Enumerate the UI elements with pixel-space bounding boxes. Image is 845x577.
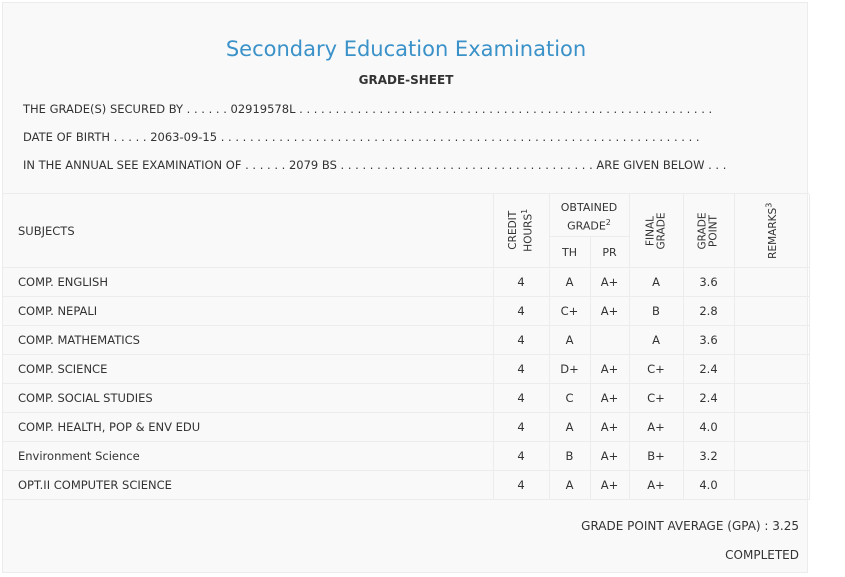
subject-cell: COMP. MATHEMATICS [3,326,493,355]
final-grade-cell: A [629,326,683,355]
credit-cell: 4 [493,442,549,471]
page-title: Secondary Education Examination [225,37,587,61]
subject-cell: COMP. NEPALI [3,297,493,326]
subject-cell: COMP. ENGLISH [3,268,493,297]
page-subtitle: GRADE-SHEET [358,73,454,87]
remarks-cell [734,355,809,384]
remarks-cell [734,326,809,355]
result-status: COMPLETED [725,548,799,562]
credit-cell: 4 [493,471,549,500]
subject-cell: COMP. SCIENCE [3,355,493,384]
grade-point-cell: 3.6 [683,268,734,297]
header-credit-hours: CREDIT HOURS$^1$ [493,194,549,268]
pr-grade-cell: A+ [590,471,629,500]
grade-point-cell: 4.0 [683,471,734,500]
subject-cell: COMP. HEALTH, POP & ENV EDU [3,413,493,442]
pr-grade-cell: A+ [590,442,629,471]
table-row [3,297,809,326]
remarks-cell [734,384,809,413]
final-grade-cell: A+ [629,471,683,500]
th-grade-cell: C [549,384,590,413]
credit-cell: 4 [493,268,549,297]
th-grade-cell: D+ [549,355,590,384]
info-line-symbol: THE GRADE(S) SECURED BY . . . . . . 02919578L . . . . . . . . . . . . . . . . . . . . . . . . . . . . . . . . . . . . . . . . . . . . . . . . . . . . . . . . . [23,102,713,116]
info-line-exam: IN THE ANNUAL SEE EXAMINATION OF . . . . . . 2079 BS . . . . . . . . . . . . . . . . . . . . . . . . . . . . . . . . . . . ARE GIVEN BELOW . . . [23,158,727,172]
grade-point-cell: 2.4 [683,355,734,384]
credit-cell: 4 [493,297,549,326]
header-remarks: REMARKS$^3$ [734,194,809,268]
table-row [3,471,809,500]
gpa-summary: GRADE POINT AVERAGE (GPA) : 3.25 [581,519,799,533]
credit-cell: 4 [493,413,549,442]
pr-grade-cell: A+ [590,384,629,413]
header-grade-point: GRADE POINT [683,194,734,268]
th-grade-cell: A [549,268,590,297]
remarks-cell [734,413,809,442]
remarks-cell [734,268,809,297]
remarks-cell [734,471,809,500]
header-pr: PR [590,237,629,268]
header-final-grade: FINAL GRADE [629,194,683,268]
table-row [3,384,809,413]
final-grade-cell: B+ [629,442,683,471]
pr-grade-cell [590,326,629,355]
grade-point-cell: 3.6 [683,326,734,355]
grade-point-cell: 3.2 [683,442,734,471]
grade-point-cell: 4.0 [683,413,734,442]
final-grade-cell: C+ [629,355,683,384]
grade-point-cell: 2.8 [683,297,734,326]
info-line-dob: DATE OF BIRTH . . . . . 2063-09-15 . . . . . . . . . . . . . . . . . . . . . . . . . . . . . . . . . . . . . . . . . . . . . . . . . . . . . . . . . . . . . . . . . . [23,130,700,144]
header-th: TH [549,237,590,268]
grades-table [3,194,810,500]
table-row [3,268,809,297]
subject-cell: OPT.II COMPUTER SCIENCE [3,471,493,500]
th-grade-cell: A [549,326,590,355]
final-grade-cell: B [629,297,683,326]
th-grade-cell: A [549,413,590,442]
table-row [3,326,809,355]
table-row [3,413,809,442]
table-row [3,355,809,384]
credit-cell: 4 [493,326,549,355]
grade-point-cell: 2.4 [683,384,734,413]
grades-table-wrap [3,193,809,500]
table-row [3,442,809,471]
th-grade-cell: B [549,442,590,471]
subject-cell: Environment Science [3,442,493,471]
pr-grade-cell: A+ [590,268,629,297]
pr-grade-cell: A+ [590,413,629,442]
remarks-cell [734,297,809,326]
grade-sheet [2,2,808,573]
pr-grade-cell: A+ [590,297,629,326]
final-grade-cell: C+ [629,384,683,413]
remarks-cell [734,442,809,471]
header-subjects: SUBJECTS [3,194,493,268]
pr-grade-cell: A+ [590,355,629,384]
final-grade-cell: A+ [629,413,683,442]
header-obtained-grade: OBTAINED GRADE$^2$ [549,194,629,237]
th-grade-cell: A [549,471,590,500]
th-grade-cell: C+ [549,297,590,326]
credit-cell: 4 [493,384,549,413]
final-grade-cell: A [629,268,683,297]
credit-cell: 4 [493,355,549,384]
subject-cell: COMP. SOCIAL STUDIES [3,384,493,413]
